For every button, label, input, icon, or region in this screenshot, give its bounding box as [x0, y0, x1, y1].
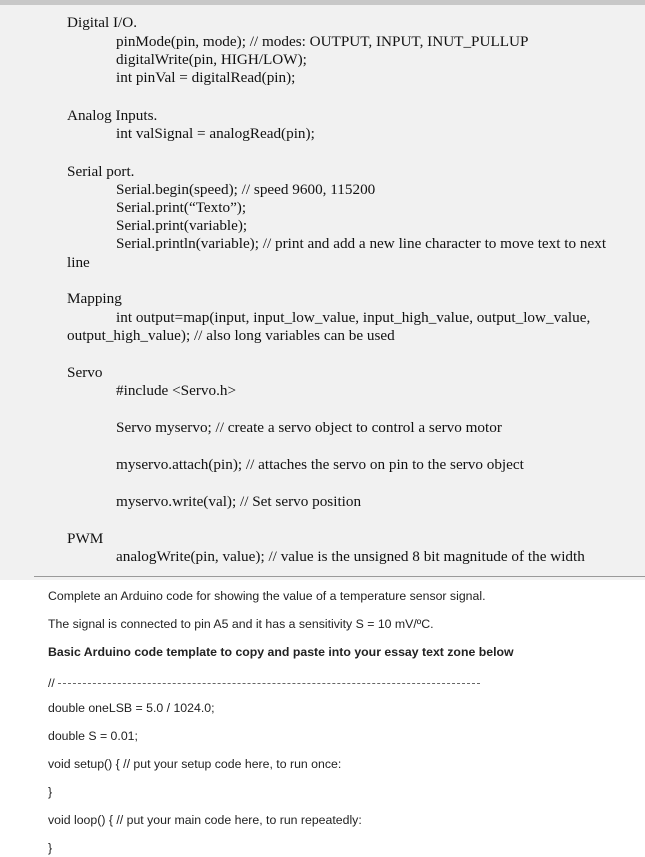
code-line-4: }: [48, 785, 53, 799]
servo-line-4: myservo.write(val); // Set servo position: [116, 493, 362, 510]
analog-heading: Analog Inputs.: [67, 107, 158, 124]
section-divider: [34, 576, 645, 577]
comment-prefix: //: [48, 676, 55, 690]
pwm-line-1: analogWrite(pin, value); // value is the unsigned 8 bit magnitude of the width: [116, 548, 585, 565]
question-paragraph-1: Complete an Arduino code for showing the value of a temperature sensor signal.: [48, 589, 486, 603]
template-heading: Basic Arduino code template to copy and paste into your essay text zone below: [48, 645, 514, 659]
pwm-heading: PWM: [67, 530, 104, 547]
serial-line-1: Serial.begin(speed); // speed 9600, 115200: [116, 181, 376, 198]
top-border: [0, 0, 645, 5]
digital-line-3: int pinVal = digitalRead(pin);: [116, 69, 296, 86]
code-line-3: void setup() { // put your setup code here, to run once:: [48, 757, 342, 771]
code-line-5: void loop() { // put your main code here, to run repeatedly:: [48, 813, 362, 827]
servo-heading: Servo: [67, 364, 103, 381]
mapping-heading: Mapping: [67, 290, 122, 307]
mapping-line-1: int output=map(input, input_low_value, input_high_value, output_low_value,: [116, 309, 591, 326]
code-line-1: double oneLSB = 5.0 / 1024.0;: [48, 701, 215, 715]
question-paragraph-2: The signal is connected to pin A5 and it has a sensitivity S = 10 mV/ºC.: [48, 617, 434, 631]
serial-line-4-wrap: line: [67, 254, 90, 271]
serial-heading: Serial port.: [67, 163, 135, 180]
code-line-6: }: [48, 841, 53, 855]
servo-line-1: #include <Servo.h>: [116, 382, 237, 399]
code-line-2: double S = 0.01;: [48, 729, 138, 743]
serial-line-2: Serial.print(“Texto”);: [116, 199, 247, 216]
question-body: [0, 580, 645, 857]
digital-line-1: pinMode(pin, mode); // modes: OUTPUT, INPUT, INUT_PULLUP: [116, 33, 529, 50]
digital-line-2: digitalWrite(pin, HIGH/LOW);: [116, 51, 307, 68]
comment-dash-line: [48, 683, 480, 684]
mapping-line-2: output_high_value); // also long variables can be used: [67, 327, 395, 344]
analog-line-1: int valSignal = analogRead(pin);: [116, 125, 315, 142]
servo-line-3: myservo.attach(pin); // attaches the servo on pin to the servo object: [116, 456, 524, 473]
serial-line-4: Serial.println(variable); // print and add a new line character to move text to next: [116, 235, 607, 252]
serial-line-3: Serial.print(variable);: [116, 217, 248, 234]
servo-line-2: Servo myservo; // create a servo object to control a servo motor: [116, 419, 502, 436]
digital-io-heading: Digital I/O.: [67, 14, 138, 31]
